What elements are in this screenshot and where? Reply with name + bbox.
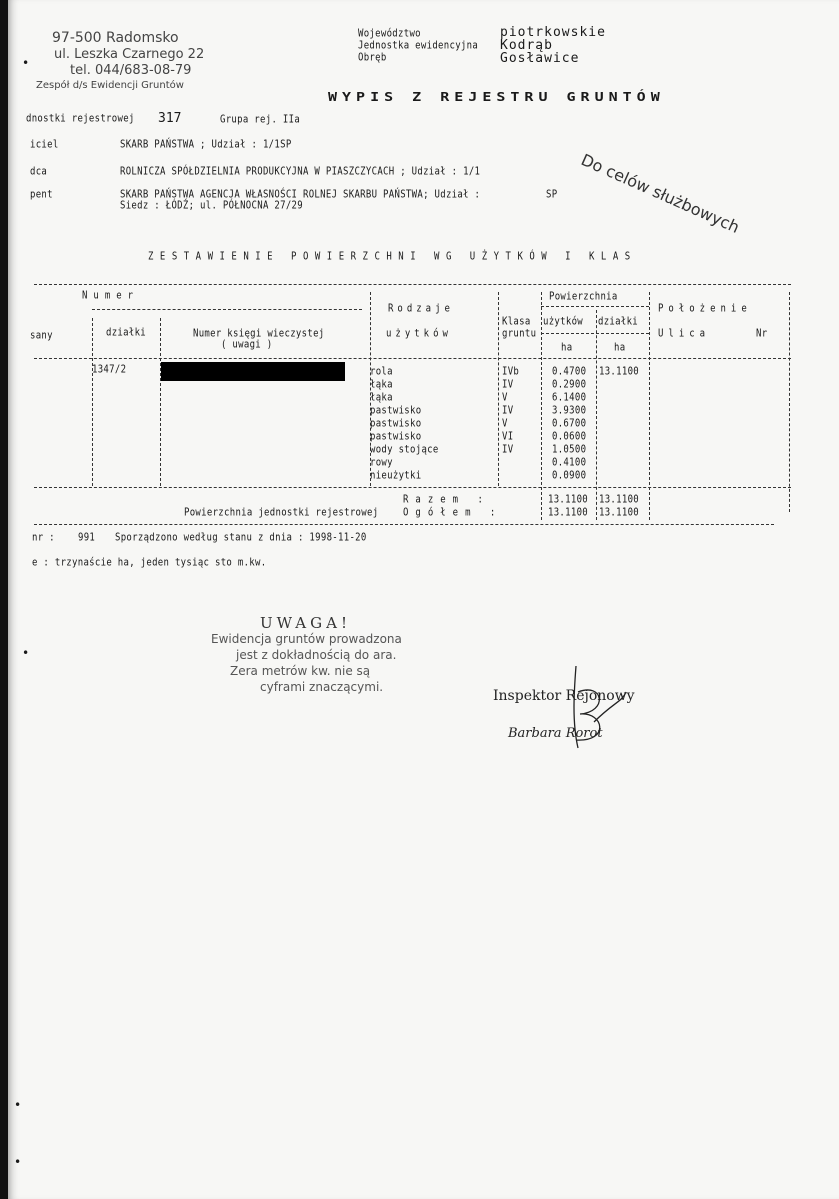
value-unit: Kodrąb [500, 38, 553, 53]
notice-title: UWAGA! [260, 614, 351, 632]
stamp-dept: Zespół d/s Ewidencji Gruntów [36, 80, 184, 91]
col-sep-8 [789, 292, 790, 512]
label-voivodeship: Województwo [358, 28, 421, 40]
col-sep-1 [92, 318, 93, 486]
row-type: łąka [370, 392, 393, 404]
footer-nr-label: nr : [32, 532, 55, 544]
margin-mark: • [14, 1098, 22, 1112]
footer-words: e : trzynaście ha, jeden tysiąc sto m.kw. [32, 557, 267, 569]
owner-text-3: SKARB PAŃSTWA AGENCJA WŁASNOŚCI ROLNEJ SKARBU PAŃSTWA; Udział : [120, 189, 481, 201]
row-class: IV [502, 444, 514, 456]
col-sep-2 [160, 318, 161, 486]
row-class: VI [502, 431, 514, 443]
hdr-ulica: Ulica [658, 328, 711, 340]
hdr-uwagi: ( uwagi ) [221, 339, 273, 351]
unit-number: 317 [158, 111, 182, 126]
hdr-pow-uzytkow: użytków [543, 316, 584, 328]
owner-text-1: SKARB PAŃSTWA ; Udział : 1/1SP [120, 139, 292, 151]
row-type: rola [370, 366, 393, 378]
totals-ogolem-label: Ogółem : [403, 507, 503, 519]
parcel-area-total: 13.1100 [599, 366, 640, 378]
hdr-gruntu: gruntu [502, 328, 537, 340]
owner-text-2: ROLNICZA SPÓŁDZIELNIA PRODUKCYJNA W PIASZCZYCACH ; Udział : 1/1 [120, 166, 481, 178]
hdr-numer: Numer [82, 290, 140, 302]
totals-razem-b: 13.1100 [599, 494, 640, 506]
row-class: IV [502, 379, 514, 391]
hdr-sany: sany [30, 330, 53, 342]
header-bottom-rule [34, 358, 791, 359]
notice-line: Ewidencja gruntów prowadzona [211, 632, 402, 646]
unit-group: Grupa rej. IIa [220, 114, 301, 126]
hdr-polozenie: Położenie [658, 303, 752, 315]
hdr-nr: Nr [756, 328, 768, 340]
hdr-uzytkow: użytków [386, 328, 452, 340]
hdr-powierzchnia: Powierzchnia [549, 291, 618, 303]
row-class: IV [502, 405, 514, 417]
totals-razem-label: Razem : [403, 494, 490, 506]
totals-ogolem-a: 13.1100 [548, 507, 589, 519]
row-area: 0.2900 [552, 379, 587, 391]
summary-title: ZESTAWIENIE POWIERZCHNI WG UŻYTKÓW I KLAS [148, 251, 637, 263]
owner-role-2: dca [30, 166, 48, 178]
scan-edge [0, 0, 8, 1199]
signature-role: Inspektor Rejonowy [493, 688, 635, 704]
pow-sub-rule-2 [541, 333, 649, 334]
row-area: 0.0900 [552, 470, 587, 482]
col-sep-5 [541, 292, 542, 520]
owner-seat-3: Siedz : ŁÓDŹ; ul. PÓŁNOCNA 27/29 [120, 200, 303, 212]
label-unit: Jednostka ewidencyjna [358, 40, 479, 52]
hdr-ha-1: ha [561, 342, 573, 354]
value-voivodeship: piotrkowskie [500, 25, 606, 40]
notice-line: cyframi znaczącymi. [260, 680, 384, 694]
stamp-phone: tel. 044/683-08-79 [70, 63, 192, 78]
row-class: V [502, 392, 508, 404]
owner-role-1: iciel [30, 139, 59, 151]
hdr-pow-dzialki: działki [598, 316, 639, 328]
hdr-rodzaje: Rodzaje [388, 303, 454, 315]
row-type: pastwisko [370, 405, 422, 417]
row-type: pastwisko [370, 431, 422, 443]
numer-sub-rule [92, 309, 362, 310]
margin-mark: • [14, 1155, 22, 1169]
row-class: IVb [502, 366, 520, 378]
totals-razem-a: 13.1100 [548, 494, 589, 506]
row-type: pastwisko [370, 418, 422, 430]
margin-mark: • [22, 646, 30, 660]
parcel-number: 1347/2 [92, 364, 127, 376]
row-area: 0.4100 [552, 457, 587, 469]
row-area: 6.1400 [552, 392, 587, 404]
row-type: rowy [370, 457, 393, 469]
notice-line: jest z dokładnością do ara. [236, 648, 397, 662]
hdr-klasa: Klasa [502, 316, 531, 328]
body-bottom-rule [34, 487, 791, 488]
hdr-ha-2: ha [614, 342, 626, 354]
owner-role-3: pent [30, 189, 53, 201]
hdr-ksiega: Numer księgi wieczystej [193, 328, 325, 340]
col-sep-4 [498, 292, 499, 486]
document-title: WYPIS Z REJESTRU GRUNTÓW [328, 90, 665, 105]
handwritten-signature [564, 662, 634, 752]
row-area: 0.4700 [552, 366, 587, 378]
col-sep-6 [596, 310, 597, 520]
hdr-dzialki: działki [106, 327, 147, 339]
footer-nr-value: 991 [78, 532, 96, 544]
row-type: wody stojące [370, 444, 439, 456]
stamp-city: 97-500 Radomsko [52, 30, 179, 46]
table-bottom-rule [34, 524, 774, 525]
row-type: łąka [370, 379, 393, 391]
margin-mark: • [22, 56, 30, 70]
totals-label: Powierzchnia jednostki rejestrowej [184, 507, 379, 519]
label-precinct: Obręb [358, 52, 387, 64]
document-sheet [8, 0, 839, 1199]
col-sep-7 [649, 292, 650, 520]
notice-line: Zera metrów kw. nie są [230, 664, 371, 678]
pow-sub-rule [541, 306, 649, 307]
totals-ogolem-b: 13.1100 [599, 507, 640, 519]
row-area: 1.0500 [552, 444, 587, 456]
row-area: 0.0600 [552, 431, 587, 443]
owner-tag-3: SP [546, 189, 558, 201]
official-use-stamp: Do celów służbowych [578, 150, 743, 237]
redacted-book-number [161, 362, 345, 381]
row-type: nieużytki [370, 470, 422, 482]
row-area: 3.9300 [552, 405, 587, 417]
stamp-street: ul. Leszka Czarnego 22 [54, 47, 205, 62]
value-precinct: Gosławice [500, 51, 580, 66]
row-area: 0.6700 [552, 418, 587, 430]
signature-name: Barbara Rorot [508, 726, 603, 741]
footer-prepared: Sporządzono według stanu z dnia : 1998-11-20 [115, 532, 367, 544]
table-top-rule [34, 284, 791, 285]
row-class: V [502, 418, 508, 430]
unit-label: dnostki rejestrowej [26, 113, 135, 125]
